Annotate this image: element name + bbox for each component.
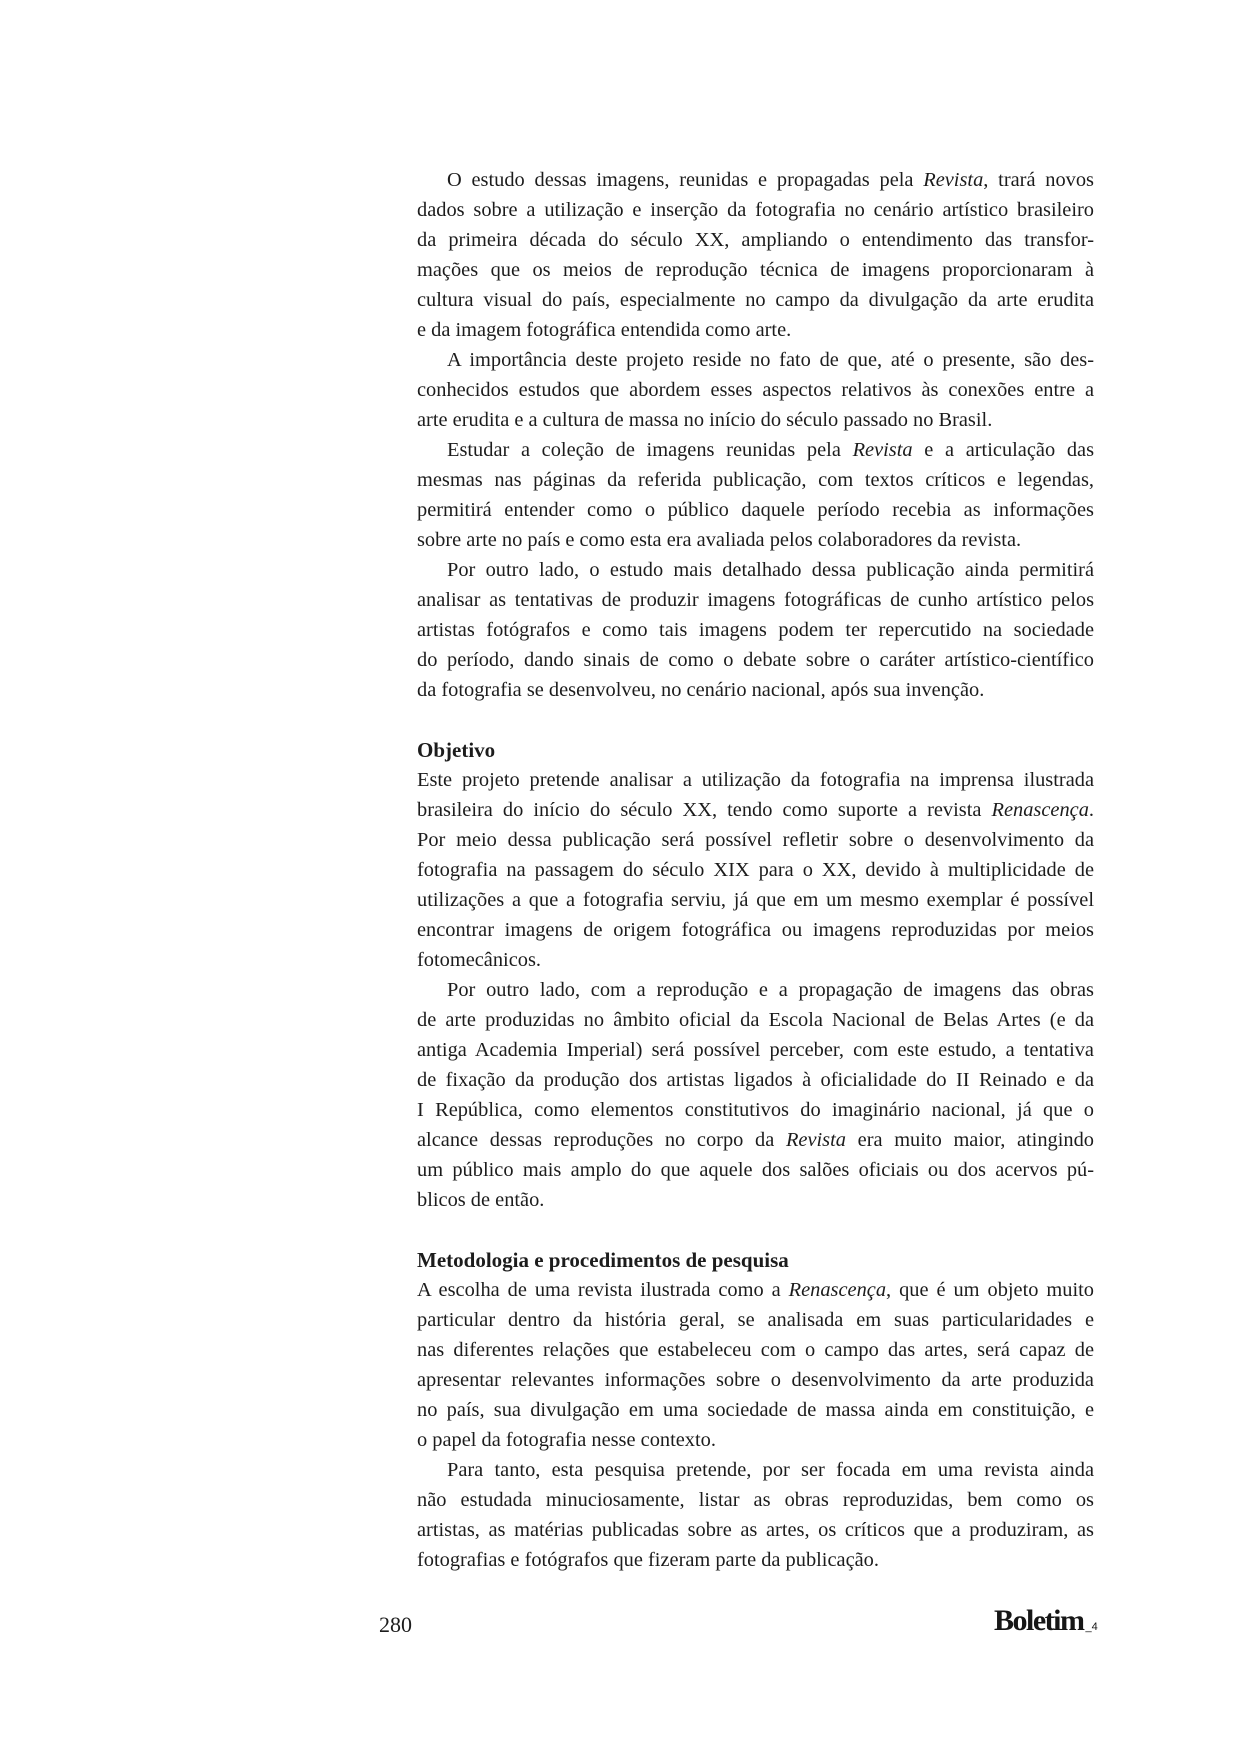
- text-line: [417, 1005, 1094, 1035]
- section-heading-objetivo: Objetivo: [417, 738, 496, 762]
- text-line: [417, 495, 1094, 525]
- text-run: fotografias e fotógrafos que fizeram parte da publicação.: [417, 1549, 879, 1571]
- paragraph: [417, 765, 1094, 975]
- text-line: [417, 1185, 1094, 1215]
- text-line: [417, 885, 1094, 915]
- text-line: [417, 225, 1094, 255]
- text-line: [417, 1545, 1094, 1575]
- paragraph: [417, 1275, 1094, 1455]
- text-line: [417, 345, 1094, 375]
- text-run: um público mais amplo do que aquele dos salões oficiais ou dos acervos pú-: [417, 1159, 1094, 1181]
- text-column: [417, 165, 1094, 1575]
- text-run: particular dentro da história geral, se analisada em suas particularidades e: [417, 1309, 1094, 1331]
- italic-title: Revista: [923, 169, 984, 191]
- text-line: [417, 555, 1094, 585]
- text-line: [417, 1335, 1094, 1365]
- text-line: [417, 525, 1094, 555]
- text-run: artistas fotógrafos e como tais imagens podem ter repercutido na sociedade: [417, 619, 1094, 641]
- text-line: [417, 285, 1094, 315]
- italic-title: Revista: [785, 1129, 846, 1151]
- paragraph: [417, 165, 1094, 345]
- paragraph: [417, 345, 1094, 435]
- text-run: e a articulação das: [912, 439, 1095, 461]
- text-run: analisar as tentativas de produzir imagens fotográficas de cunho artístico pelos: [417, 589, 1094, 611]
- text-line: [417, 915, 1094, 945]
- text-line: [417, 1095, 1094, 1125]
- text-line: [417, 585, 1094, 615]
- paragraph: [417, 555, 1094, 705]
- boletim-logo: [994, 1604, 1098, 1640]
- paragraph: [417, 1455, 1094, 1575]
- section-heading-metodologia: Metodologia e procedimentos de pesquisa: [417, 1248, 789, 1272]
- text-line: [417, 315, 1094, 345]
- text-run: O estudo dessas imagens, reunidas e propagadas pela: [447, 169, 924, 191]
- text-line: [417, 1125, 1094, 1155]
- text-line: [417, 375, 1094, 405]
- text-run: apresentar relevantes informações sobre o desenvolvimento da arte produzida: [417, 1369, 1094, 1391]
- text-line: [417, 765, 1094, 795]
- text-run: sobre arte no país e como esta era avaliada pelos colaboradores da revista.: [417, 529, 1022, 551]
- text-run: cultura visual do país, especialmente no campo da divulgação da arte erudita: [417, 289, 1094, 311]
- objetivo-body: [417, 765, 1094, 1215]
- text-run: utilizações a que a fotografia serviu, já que em um mesmo exemplar é possível: [417, 889, 1094, 911]
- text-line: [417, 1365, 1094, 1395]
- section-gap: [417, 1215, 1094, 1245]
- logo-word: Boletim: [994, 1604, 1084, 1637]
- text-line: [417, 1395, 1094, 1425]
- text-run: dados sobre a utilização e inserção da fotografia no cenário artístico brasileiro: [417, 199, 1094, 221]
- text-line: [417, 1425, 1094, 1455]
- text-run: alcance dessas reproduções no corpo da: [417, 1129, 786, 1151]
- text-run: conhecidos estudos que abordem esses aspectos relativos às conexões entre a: [417, 379, 1094, 401]
- text-line: [417, 1065, 1094, 1095]
- text-run: o papel da fotografia nesse contexto.: [417, 1429, 716, 1451]
- text-line: [417, 435, 1094, 465]
- text-run: .: [1088, 799, 1094, 821]
- text-line: [417, 1515, 1094, 1545]
- paragraph: [417, 435, 1094, 555]
- text-line: [417, 1305, 1094, 1335]
- paragraph: [417, 975, 1094, 1215]
- text-run: do período, dando sinais de como o debate sobre o caráter artístico-científico: [417, 649, 1094, 671]
- text-line: [417, 975, 1094, 1005]
- italic-title: Renascença: [991, 799, 1089, 821]
- text-run: Por meio dessa publicação será possível refletir sobre o desenvolvimento da: [417, 829, 1094, 851]
- text-run: , trará novos: [983, 169, 1094, 191]
- text-line: [417, 1155, 1094, 1185]
- text-run: da fotografia se desenvolveu, no cenário nacional, após sua invenção.: [417, 679, 985, 701]
- text-run: no país, sua divulgação em uma sociedade de massa ainda em constituição, e: [417, 1399, 1094, 1421]
- text-run: brasileira do início do século XX, tendo como suporte a revista: [417, 799, 992, 821]
- page-number: 280: [379, 1612, 412, 1637]
- italic-title: Renascença: [788, 1279, 887, 1301]
- metodologia-body: [417, 1275, 1094, 1575]
- text-run: e da imagem fotográfica entendida como arte.: [417, 319, 792, 341]
- italic-title: Revista: [852, 439, 913, 461]
- text-run: Estudar a coleção de imagens reunidas pela: [447, 439, 853, 461]
- text-line: [417, 795, 1094, 825]
- text-run: nas diferentes relações que estabeleceu com o campo das artes, será capaz de: [417, 1339, 1094, 1361]
- text-run: da primeira década do século XX, ampliando o entendimento das transfor-: [417, 229, 1094, 251]
- intro-section: [417, 165, 1094, 705]
- text-run: artistas, as matérias publicadas sobre as artes, os críticos que a produziram, as: [417, 1519, 1094, 1541]
- text-line: [417, 405, 1094, 435]
- text-run: mesmas nas páginas da referida publicação, com textos críticos e legendas,: [417, 469, 1094, 491]
- objetivo-section: [417, 735, 1094, 1215]
- text-line: [417, 1485, 1094, 1515]
- text-run: encontrar imagens de origem fotográfica ou imagens reproduzidas por meios: [417, 919, 1094, 941]
- text-line: [417, 945, 1094, 975]
- text-line: [417, 825, 1094, 855]
- text-run: de fixação da produção dos artistas ligados à oficialidade do II Reinado e da: [417, 1069, 1094, 1091]
- text-run: fotografia na passagem do século XIX para o XX, devido à multiplicidade de: [417, 859, 1094, 881]
- text-run: de arte produzidas no âmbito oficial da Escola Nacional de Belas Artes (e da: [417, 1009, 1094, 1031]
- text-line: [417, 165, 1094, 195]
- text-line: [417, 1035, 1094, 1065]
- text-line: [417, 645, 1094, 675]
- text-run: mações que os meios de reprodução técnica de imagens proporcionaram à: [417, 259, 1094, 281]
- text-run: I República, como elementos constitutivos do imaginário nacional, já que o: [417, 1099, 1094, 1121]
- logo-number: _4: [1085, 1621, 1098, 1633]
- text-run: arte erudita e a cultura de massa no início do século passado no Brasil.: [417, 409, 993, 431]
- text-run: blicos de então.: [417, 1189, 545, 1211]
- text-line: [417, 255, 1094, 285]
- text-line: [417, 465, 1094, 495]
- text-run: Para tanto, esta pesquisa pretende, por ser focada em uma revista ainda: [447, 1459, 1094, 1481]
- text-line: [417, 675, 1094, 705]
- text-run: , que é um objeto muito: [886, 1279, 1094, 1301]
- text-run: não estudada minuciosamente, listar as obras reproduzidas, bem como os: [417, 1489, 1094, 1511]
- text-run: Este projeto pretende analisar a utilização da fotografia na imprensa ilustrada: [417, 769, 1094, 791]
- text-run: A importância deste projeto reside no fato de que, até o presente, são des-: [447, 349, 1094, 371]
- text-line: [417, 1275, 1094, 1305]
- text-run: permitirá entender como o público daquele período recebia as informações: [417, 499, 1094, 521]
- text-run: antiga Academia Imperial) será possível perceber, com este estudo, a tentativa: [417, 1039, 1094, 1061]
- text-run: Por outro lado, com a reprodução e a propagação de imagens das obras: [447, 979, 1094, 1001]
- text-run: A escolha de uma revista ilustrada como a: [417, 1279, 789, 1301]
- text-run: Por outro lado, o estudo mais detalhado dessa publicação ainda permitirá: [447, 559, 1094, 581]
- text-line: [417, 615, 1094, 645]
- text-line: [417, 855, 1094, 885]
- text-line: [417, 1455, 1094, 1485]
- text-run: era muito maior, atingindo: [845, 1129, 1094, 1151]
- text-run: fotomecânicos.: [417, 949, 541, 971]
- metodologia-section: [417, 1245, 1094, 1575]
- text-line: [417, 195, 1094, 225]
- section-gap: [417, 705, 1094, 735]
